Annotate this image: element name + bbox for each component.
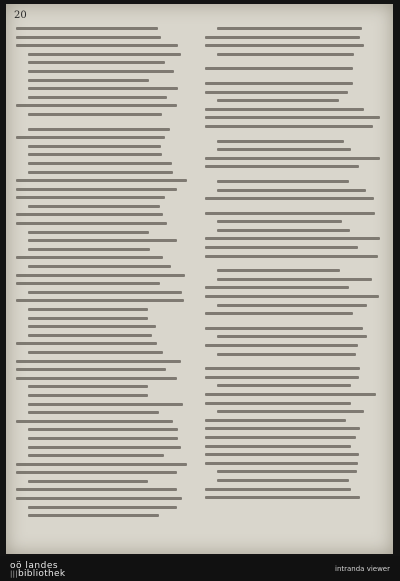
text-line xyxy=(205,50,381,59)
text-line xyxy=(16,245,192,254)
text-line xyxy=(16,408,192,417)
text-line xyxy=(16,24,192,33)
text-line xyxy=(205,407,381,416)
scanned-page xyxy=(6,4,393,554)
text-line-ink xyxy=(28,79,149,82)
text-line-ink xyxy=(205,286,349,289)
text-line xyxy=(205,301,381,310)
text-line xyxy=(205,399,381,408)
text-line-ink xyxy=(28,145,161,148)
text-line-ink xyxy=(28,394,148,397)
text-line xyxy=(16,503,192,512)
text-line-ink xyxy=(16,360,181,363)
text-line-ink xyxy=(217,27,362,30)
text-line-ink xyxy=(205,367,360,370)
text-line xyxy=(205,252,381,261)
text-line xyxy=(205,24,381,33)
text-line xyxy=(16,305,192,314)
text-line-ink xyxy=(217,479,349,482)
text-line-ink xyxy=(217,269,340,272)
text-line-ink xyxy=(28,428,178,431)
text-line-ink xyxy=(16,256,163,259)
text-line xyxy=(16,400,192,409)
text-line-ink xyxy=(16,104,177,107)
logo-line1: landes xyxy=(25,561,59,571)
text-line xyxy=(16,76,192,85)
text-line-ink xyxy=(28,446,181,449)
text-line xyxy=(205,145,381,154)
text-line-ink xyxy=(28,96,167,99)
text-line-ink xyxy=(16,196,165,199)
text-line xyxy=(16,468,192,477)
text-line xyxy=(16,150,192,159)
text-line xyxy=(205,105,381,114)
text-line-ink xyxy=(28,171,173,174)
text-line-ink xyxy=(217,99,339,102)
text-line xyxy=(16,339,192,348)
text-line-ink xyxy=(28,70,174,73)
text-line xyxy=(205,186,381,195)
text-line-ink xyxy=(217,410,364,413)
text-line-ink xyxy=(205,165,359,168)
text-line xyxy=(205,209,381,218)
text-line xyxy=(205,33,381,42)
text-line xyxy=(16,193,192,202)
text-line xyxy=(16,168,192,177)
text-line-ink xyxy=(217,278,372,281)
text-line-ink xyxy=(205,108,364,111)
text-line xyxy=(16,434,192,443)
text-line xyxy=(205,137,381,146)
text-line xyxy=(16,125,192,134)
text-line-ink xyxy=(217,189,366,192)
text-line-ink xyxy=(28,351,163,354)
text-line-ink xyxy=(28,506,177,509)
text-line xyxy=(16,210,192,219)
text-line-ink xyxy=(205,44,364,47)
text-line-ink xyxy=(205,67,353,70)
text-line xyxy=(16,253,192,262)
text-line xyxy=(16,391,192,400)
text-line xyxy=(205,341,381,350)
logo-line2: bibliothek xyxy=(17,569,66,579)
viewer-footer xyxy=(0,556,400,581)
text-line xyxy=(16,365,192,374)
text-line-ink xyxy=(28,480,148,483)
text-line-ink xyxy=(28,239,177,242)
text-line-ink xyxy=(28,87,178,90)
text-line xyxy=(205,154,381,163)
text-line-ink xyxy=(205,427,360,430)
text-line xyxy=(16,288,192,297)
text-line xyxy=(16,348,192,357)
text-line-ink xyxy=(16,488,177,491)
text-line-ink xyxy=(16,44,178,47)
text-line-ink xyxy=(205,295,379,298)
text-line-ink xyxy=(16,274,185,277)
viewer-label: intranda viewer xyxy=(335,565,390,573)
text-line xyxy=(205,416,381,425)
text-line-ink xyxy=(28,403,183,406)
text-line xyxy=(16,93,192,102)
text-line-ink xyxy=(28,153,162,156)
text-line-ink xyxy=(205,344,358,347)
text-line xyxy=(205,96,381,105)
text-line-ink xyxy=(16,27,158,30)
text-line-ink xyxy=(16,463,187,466)
text-line xyxy=(16,176,192,185)
text-line xyxy=(16,296,192,305)
text-line xyxy=(205,234,381,243)
text-line xyxy=(16,50,192,59)
text-line xyxy=(205,450,381,459)
text-line xyxy=(205,217,381,226)
text-line-ink xyxy=(205,197,374,200)
text-line xyxy=(16,236,192,245)
text-line xyxy=(205,177,381,186)
text-line xyxy=(205,324,381,333)
text-line xyxy=(16,142,192,151)
text-line xyxy=(205,390,381,399)
text-line xyxy=(16,451,192,460)
text-line-ink xyxy=(28,61,165,64)
text-line xyxy=(16,314,192,323)
text-line-ink xyxy=(28,53,181,56)
text-line xyxy=(16,219,192,228)
text-line xyxy=(16,357,192,366)
text-line-ink xyxy=(205,82,353,85)
text-line-ink xyxy=(205,312,353,315)
text-line-ink xyxy=(16,188,177,191)
text-line xyxy=(205,350,381,359)
text-line-ink xyxy=(16,213,163,216)
text-line-ink xyxy=(16,471,177,474)
text-line-ink xyxy=(217,140,344,143)
text-line-ink xyxy=(28,291,182,294)
text-line-ink xyxy=(205,246,358,249)
text-line xyxy=(16,33,192,42)
text-line-ink xyxy=(205,36,360,39)
text-line xyxy=(205,381,381,390)
text-line xyxy=(205,79,381,88)
text-line-ink xyxy=(205,393,376,396)
text-line xyxy=(205,476,381,485)
text-line-ink xyxy=(28,308,148,311)
text-line-ink xyxy=(28,128,170,131)
text-line-ink xyxy=(28,248,150,251)
logo-prefix: oö xyxy=(10,561,23,571)
library-logo xyxy=(10,562,65,578)
text-line xyxy=(205,442,381,451)
text-line-ink xyxy=(205,488,351,491)
text-line-ink xyxy=(217,220,342,223)
text-line xyxy=(16,417,192,426)
text-line xyxy=(16,262,192,271)
text-line xyxy=(16,485,192,494)
text-line-ink xyxy=(28,113,162,116)
text-line xyxy=(205,275,381,284)
text-line xyxy=(16,443,192,452)
text-line-ink xyxy=(205,212,375,215)
text-line xyxy=(205,493,381,502)
text-line-ink xyxy=(28,325,156,328)
text-line-ink xyxy=(28,265,171,268)
text-line xyxy=(205,243,381,252)
text-line-ink xyxy=(217,148,351,151)
text-line-ink xyxy=(16,368,166,371)
text-line-ink xyxy=(28,454,164,457)
logo-bars-icon: ||| xyxy=(10,570,18,578)
text-line xyxy=(16,477,192,486)
text-line xyxy=(16,202,192,211)
text-line-ink xyxy=(16,179,187,182)
text-line xyxy=(205,467,381,476)
text-line xyxy=(16,101,192,110)
text-line xyxy=(205,88,381,97)
text-line xyxy=(16,322,192,331)
text-line-ink xyxy=(205,445,351,448)
text-line xyxy=(16,494,192,503)
text-line-ink xyxy=(205,453,359,456)
text-line-ink xyxy=(217,53,354,56)
text-line xyxy=(205,332,381,341)
text-line xyxy=(205,113,381,122)
text-line-ink xyxy=(28,317,148,320)
text-line xyxy=(16,185,192,194)
text-line xyxy=(16,110,192,119)
text-line xyxy=(16,511,192,520)
text-line xyxy=(16,425,192,434)
text-line-ink xyxy=(205,237,380,240)
text-line xyxy=(205,64,381,73)
text-line xyxy=(16,228,192,237)
text-line xyxy=(205,309,381,318)
text-line xyxy=(205,122,381,131)
text-line xyxy=(205,226,381,235)
text-line-ink xyxy=(205,91,348,94)
text-line-ink xyxy=(205,255,378,258)
text-line-ink xyxy=(28,411,159,414)
text-line xyxy=(16,271,192,280)
text-line xyxy=(16,58,192,67)
text-line xyxy=(16,41,192,50)
text-line xyxy=(205,459,381,468)
text-line-ink xyxy=(205,402,351,405)
text-line-ink xyxy=(28,231,149,234)
text-line xyxy=(16,374,192,383)
text-line xyxy=(205,194,381,203)
text-line-ink xyxy=(16,282,160,285)
text-line-ink xyxy=(16,342,157,345)
text-line xyxy=(205,283,381,292)
text-line-ink xyxy=(28,334,152,337)
text-line xyxy=(16,382,192,391)
text-line-ink xyxy=(205,419,346,422)
text-column-left xyxy=(16,24,192,520)
text-line-ink xyxy=(16,377,177,380)
text-line-ink xyxy=(28,205,160,208)
text-line-ink xyxy=(16,136,165,139)
text-column-right xyxy=(205,24,381,502)
text-line xyxy=(16,331,192,340)
text-line-ink xyxy=(217,335,367,338)
text-line-ink xyxy=(205,496,360,499)
text-line-ink xyxy=(205,157,380,160)
text-line-ink xyxy=(205,327,363,330)
text-line xyxy=(205,162,381,171)
text-line-ink xyxy=(217,180,349,183)
text-line xyxy=(205,373,381,382)
text-line xyxy=(205,433,381,442)
text-line xyxy=(16,67,192,76)
page-number: 20 xyxy=(14,10,27,21)
text-line-ink xyxy=(217,229,350,232)
text-line-ink xyxy=(16,36,161,39)
text-line xyxy=(16,84,192,93)
text-line xyxy=(205,424,381,433)
text-line xyxy=(16,159,192,168)
text-line xyxy=(16,133,192,142)
text-line xyxy=(205,364,381,373)
text-line-ink xyxy=(16,497,182,500)
text-line xyxy=(205,485,381,494)
text-line-ink xyxy=(16,420,173,423)
text-line xyxy=(205,266,381,275)
text-line xyxy=(16,279,192,288)
text-line-ink xyxy=(28,437,178,440)
text-line-ink xyxy=(217,353,356,356)
text-line-ink xyxy=(205,125,373,128)
text-line xyxy=(205,41,381,50)
text-line-ink xyxy=(205,116,380,119)
text-line-ink xyxy=(28,385,148,388)
text-line-ink xyxy=(16,299,184,302)
text-line-ink xyxy=(28,162,172,165)
text-line-ink xyxy=(28,514,159,517)
text-line-ink xyxy=(205,376,359,379)
text-line-ink xyxy=(16,222,167,225)
text-line-ink xyxy=(217,470,357,473)
text-line-ink xyxy=(205,436,356,439)
text-line-ink xyxy=(217,304,367,307)
text-line xyxy=(205,292,381,301)
text-line xyxy=(16,460,192,469)
text-line-ink xyxy=(217,384,351,387)
text-line-ink xyxy=(205,462,358,465)
